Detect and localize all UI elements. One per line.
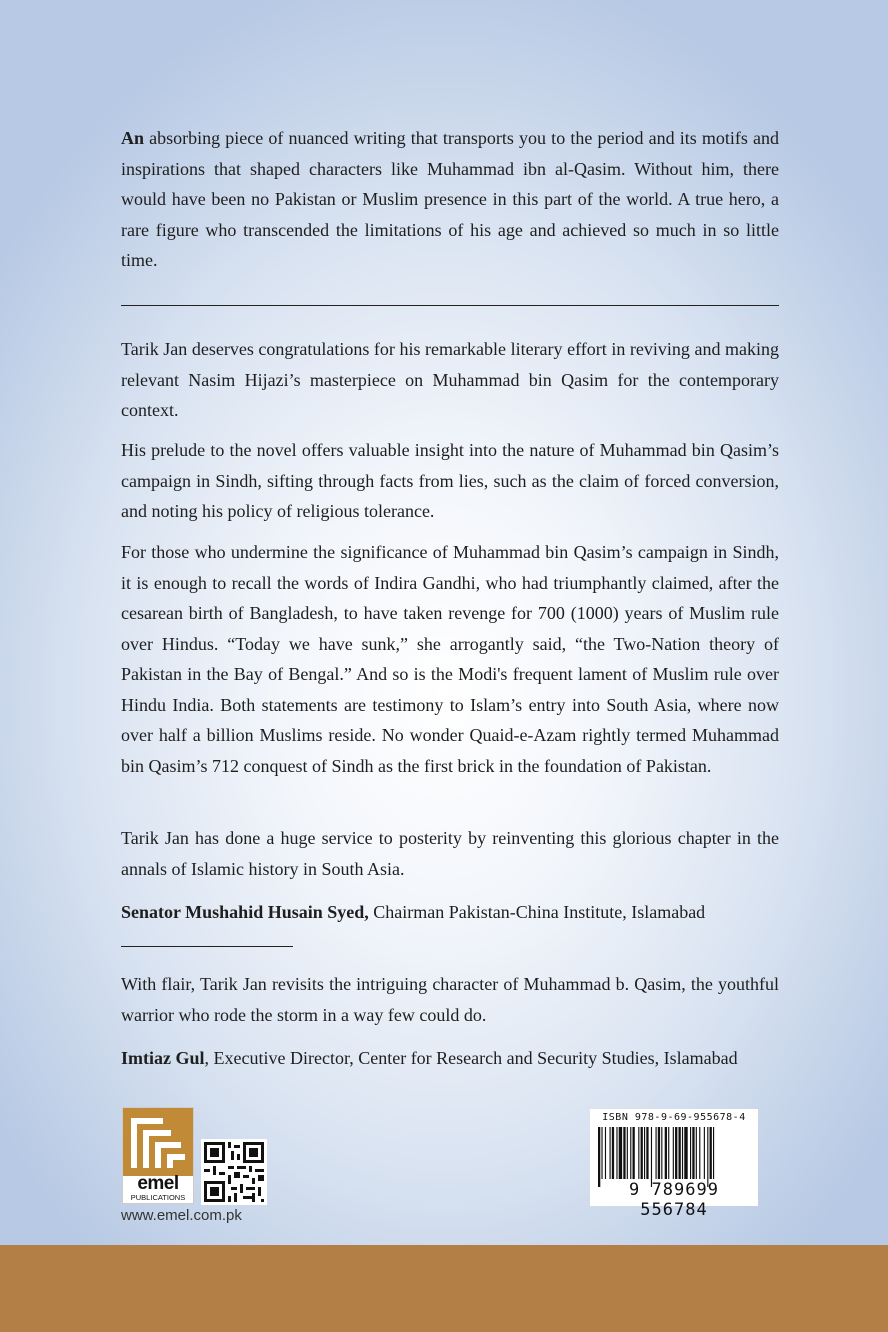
barcode-bar (682, 1127, 683, 1179)
barcode-bar (673, 1127, 674, 1179)
barcode-bar (641, 1127, 643, 1179)
barcode-bar (684, 1127, 687, 1179)
barcode-bar (630, 1127, 631, 1179)
barcode-bar (633, 1127, 635, 1179)
senator-title: Chairman Pakistan-China Institute, Islamabad (368, 902, 706, 922)
short-divider (121, 946, 293, 947)
barcode-bar (651, 1127, 652, 1187)
gul-name: Imtiaz Gul (121, 1048, 205, 1068)
emel-logo-icon (122, 1107, 194, 1204)
logo-sub: PUBLICATIONS (130, 1193, 186, 1202)
barcode-bar (605, 1127, 606, 1179)
quote-text: absorbing piece of nuanced writing that transports you to the period and its motifs and inspirations that shaped characters like Muhammad ibn al-Qasim. Without him, there would have been no Pakistan or Muslim presence in this part of the world. A true hero, a rare figure who transcended the limitations of his age and achieved so much in so little time. (121, 128, 779, 270)
logo-word: emel (137, 1173, 179, 1194)
barcode-bar (668, 1127, 669, 1179)
barcode-bar (713, 1127, 714, 1179)
gul-attribution (121, 1043, 779, 1074)
barcode-bar (699, 1127, 700, 1179)
quote-lead: An (121, 128, 145, 148)
barcode-bar (627, 1127, 628, 1179)
senator-name: Senator Mushahid Husain Syed, (121, 902, 369, 922)
barcode-bar (623, 1127, 625, 1179)
gul-title: , Executive Director, Center for Research and Security Studies, Islamabad (204, 1048, 738, 1068)
senator-paragraph-2: His prelude to the novel offers valuable insight into the nature of Muhammad bin Qasim’s campaign in Sindh, sifting through facts from lies, such as the claim of forced conversion, and noting his policy of religious tolerance. (121, 440, 779, 521)
barcode-bar (612, 1127, 614, 1179)
barcode-bar (598, 1127, 600, 1187)
barcode-bar (679, 1127, 681, 1179)
barcode-bar (601, 1127, 602, 1179)
senator-attribution (121, 897, 779, 928)
barcode-bar (658, 1127, 660, 1179)
barcode-bar (665, 1127, 667, 1179)
barcode-bar (616, 1127, 617, 1179)
endorsement-quote (121, 123, 779, 276)
barcode-bar (704, 1127, 705, 1179)
barcode-bar (707, 1127, 708, 1187)
section-divider (121, 305, 779, 306)
isbn-label: ISBN 978-9-69-955678-4 (602, 1112, 746, 1123)
barcode-bar (675, 1127, 677, 1179)
barcode-bar (644, 1127, 645, 1179)
publisher-website: www.emel.com.pk (121, 1207, 242, 1224)
barcode-bar (692, 1127, 694, 1179)
barcode-bar (690, 1127, 691, 1179)
barcode-icon (590, 1109, 758, 1220)
qr-code-icon (201, 1139, 267, 1205)
barcode-bar (638, 1127, 639, 1179)
footer-band (0, 1245, 888, 1332)
gul-paragraph: With flair, Tarik Jan revisits the intriguing character of Muhammad b. Qasim, the youthful warrior who rode the storm in a way few could do. (121, 974, 779, 1025)
isbn-number: 9 789699 556784 (629, 1180, 719, 1220)
barcode-bar (696, 1127, 697, 1179)
barcode-bar (610, 1127, 611, 1179)
senator-paragraph-4: Tarik Jan has done a huge service to posterity by reinventing this glorious chapter in the annals of Islamic history in South Asia. (121, 828, 779, 879)
barcode-bar (661, 1127, 662, 1179)
logo-mark (123, 1108, 193, 1176)
barcode-bar (656, 1127, 657, 1179)
barcode-bar (646, 1127, 648, 1179)
barcode-bar (619, 1127, 622, 1179)
barcode-bar (710, 1127, 712, 1179)
senator-paragraph-1: Tarik Jan deserves congratulations for his remarkable literary effort in reviving and making relevant Nasim Hijazi’s masterpiece on Muhammad bin Qasim for the contemporary context. (121, 339, 779, 420)
senator-paragraph-3: For those who undermine the significance of Muhammad bin Qasim’s campaign in Sindh, it is enough to recall the words of Indira Gandhi, who had triumphantly claimed, after the cesarean birth of Bangladesh, to have taken revenge for 700 (1000) years of Muslim rule over Hindus. “Today we have sunk,” she arrogantly said, “the Two-Nation theory of Pakistan in the Bay of Bengal.” And so is the Modi's frequent lament of Muslim rule over Hindu India. Both statements are testimony to Islam’s entry into South Asia, where now over half a billion Muslims reside. No wonder Quaid-e-Azam rightly termed Muhammad bin Qasim’s 712 conquest of Sindh as the first brick in the foundation of Pakistan. (121, 542, 779, 776)
